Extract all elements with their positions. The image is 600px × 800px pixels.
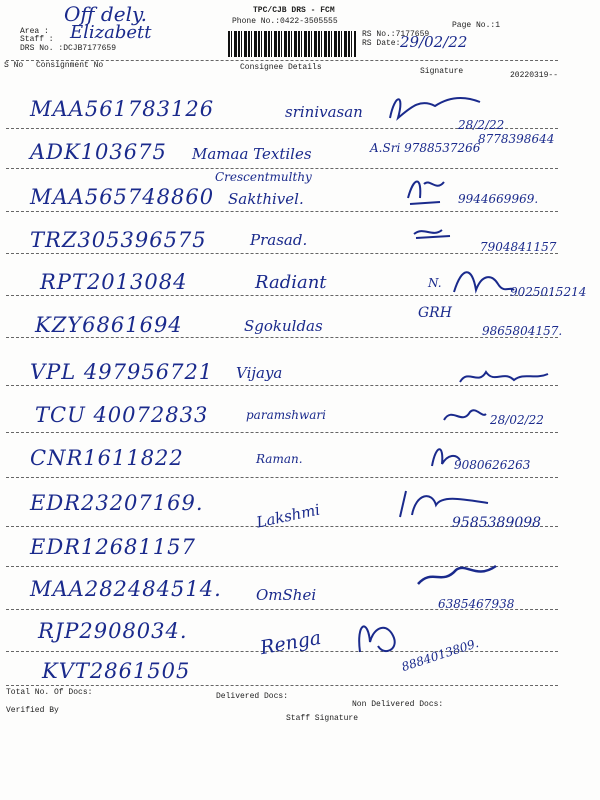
signature-scribble [410,224,460,244]
signature-note: N. [428,276,442,290]
signature-scribble [440,402,490,430]
consignee-name: Lakshmi [254,500,322,532]
signature-scribble [380,88,510,128]
sheet-title: TPC/CJB DRS - FCM [253,6,335,15]
rs-number: RS No.:7177659 [362,30,430,39]
area-handwritten: Off dely. [64,2,147,26]
row-rule [6,685,558,686]
row-rule [6,432,558,433]
consignment-number: EDR12681157 [30,535,196,559]
consignment-number: MAA282484514. [30,577,222,601]
consignment-number: MAA565748860 [30,185,215,209]
row-rule [6,168,558,169]
signature-scribble [392,485,502,525]
date-stamp: 20220319-- [510,71,559,80]
verified-by: Verified By [6,706,59,715]
staff-signature: Staff Signature [286,714,359,723]
delivered-docs: Delivered Docs: [216,692,289,701]
staff-handwritten: Elizabett [70,22,152,43]
consignment-number: RJP2908034. [38,619,188,643]
consignee-name: Mamaa Textiles [192,145,312,163]
consignee-name: Raman. [256,452,303,466]
consignee-name: Sgokuldas [244,317,323,335]
non-delivered-docs: Non Delivered Docs: [352,700,444,709]
col-signature: Signature [420,67,464,76]
phone-number: Phone No.:0422-3505555 [232,17,338,26]
signature-note: A.Sri 9788537266 [370,141,481,155]
col-consignment: Consignment No [36,61,104,70]
col-consignee: Consignee Details [240,63,322,72]
area-label: Area : [20,27,49,36]
signature-scribble [400,168,460,210]
signature-scribble [454,362,554,392]
col-sno: S No [4,61,24,70]
consignee-phone: 9865804157. [482,324,563,338]
consignee-phone: 8778398644 [478,132,555,146]
consignment-number: TCU 40072833 [35,403,209,427]
consignee-name: OmShei [256,586,317,604]
consignment-number: MAA561783126 [30,97,215,121]
row-rule [6,477,558,478]
row-rule [6,211,558,212]
signature-note: 28/02/22 [490,413,544,427]
total-docs: Total No. Of Docs: [6,688,93,697]
rs-date-handwritten: 29/02/22 [400,33,468,51]
consignment-number: TRZ305396575 [30,228,207,252]
consignee-phone: 9944669969. [458,192,539,206]
consignee-name: Sakthivel. [228,190,304,208]
consignee-name: Radiant [255,272,327,293]
signature-scribble [426,440,466,470]
consignment-number: CNR1611822 [30,446,184,470]
consignment-number: EDR23207169. [30,491,204,515]
consignee-phone: 6385467938 [438,597,515,611]
consignee-name: Prasad. [250,231,308,249]
rs-date-label: RS Date: [362,39,401,48]
signature-scribble [448,260,518,300]
row-rule [6,337,558,338]
consignee-phone: 9080626263 [454,458,531,472]
consignee-phone: 9025015214 [510,285,587,299]
consignee-name: Renga [258,626,323,660]
drs-number: DRS No. :DCJB7177659 [20,44,117,53]
signature-note: 28/2/22 [458,118,505,132]
consignee-phone: 7904841157 [480,240,557,254]
consignment-number: RPT2013084 [40,270,188,294]
page-number: Page No.:1 [452,21,501,30]
signature-scribble [348,612,408,662]
consignee-phone: 8884013809. [399,635,481,675]
row-rule [6,253,558,254]
consignment-number: ADK103675 [30,140,167,164]
consignee-note: Crescentmulthy [215,170,312,184]
consignee-name: paramshwari [246,408,326,422]
barcode [228,31,356,57]
consignment-number: KVT2861505 [42,659,191,683]
consignment-number: VPL 497956721 [30,360,214,384]
staff-label: Staff : [20,35,54,44]
consignment-number: KZY6861694 [35,313,183,337]
signature-note: GRH [418,305,452,321]
consignee-name: Vijaya [236,364,283,382]
signature-scribble [412,558,502,592]
consignee-phone: 9585389098 [452,515,542,531]
consignee-name: srinivasan [285,103,363,121]
